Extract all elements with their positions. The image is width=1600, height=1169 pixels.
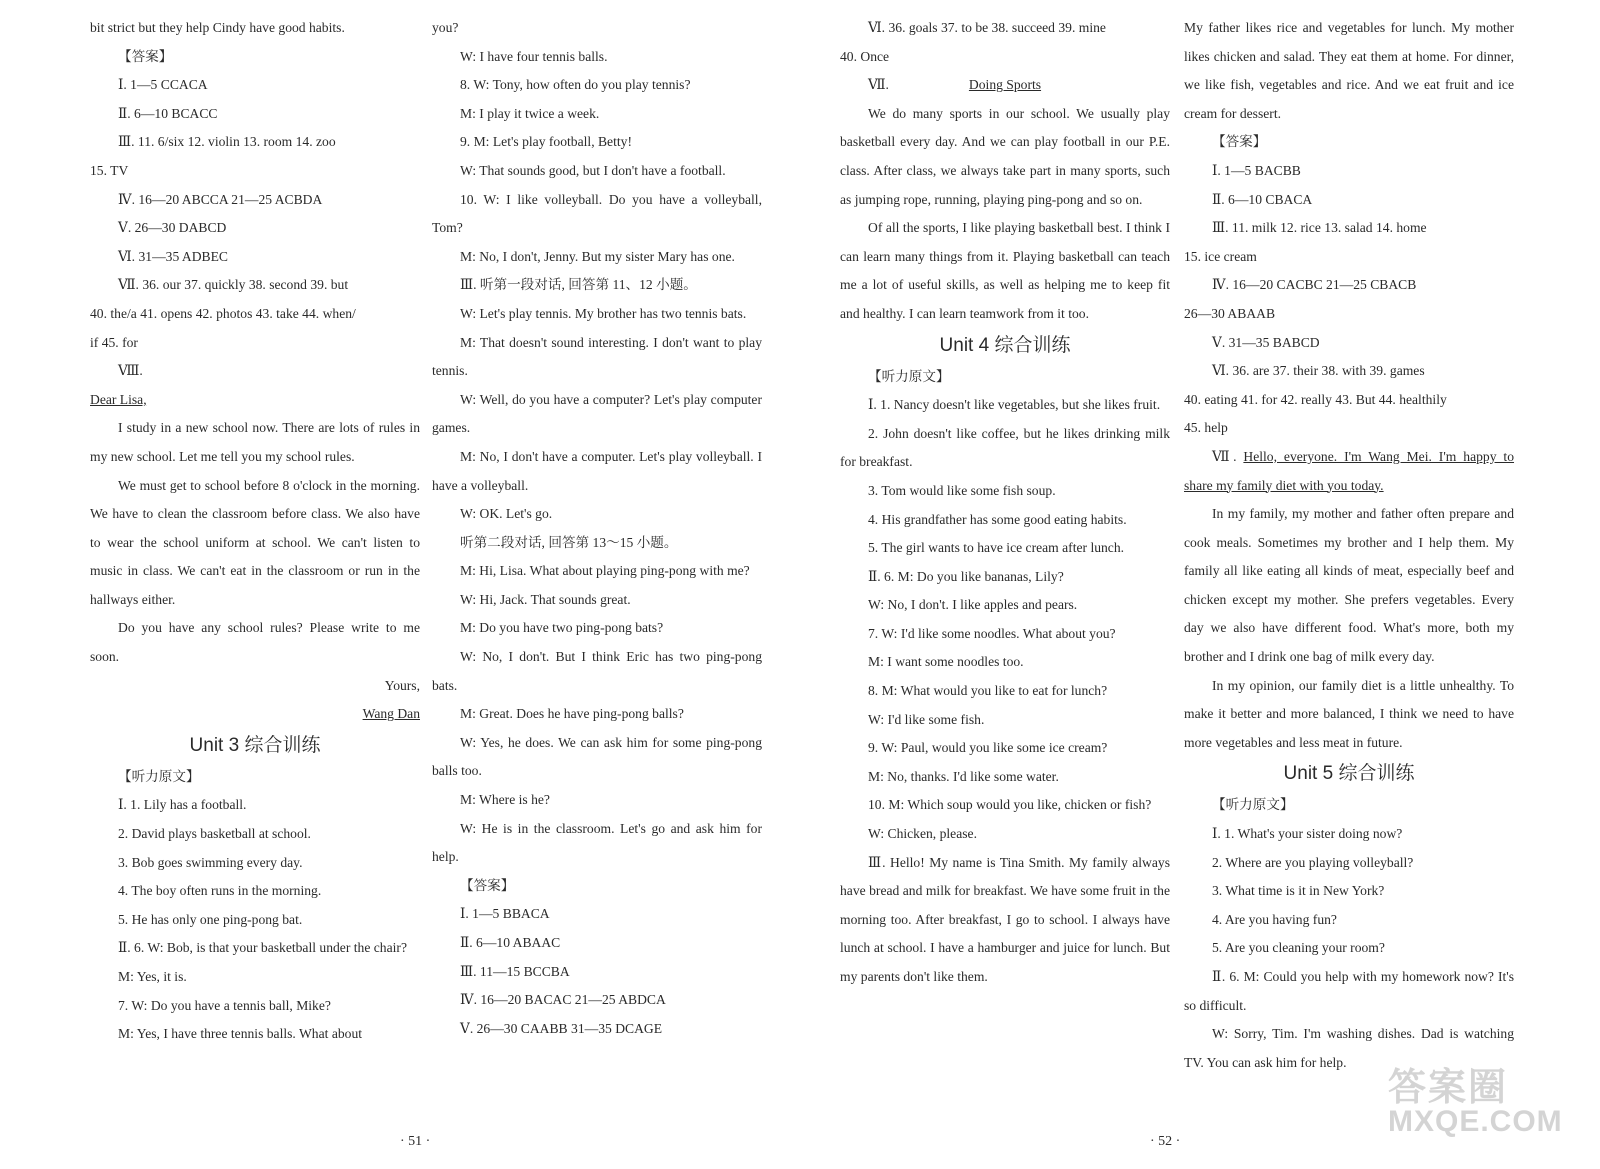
transcript-line: Ⅰ. 1. What's your sister doing now? (1212, 826, 1403, 842)
answer-line: 15. ice cream (1184, 248, 1257, 264)
transcript-line: Ⅱ. 6. W: Bob, is that your basketball under the chair? (118, 940, 407, 956)
transcript-line: 5. The girl wants to have ice cream after lunch. (868, 540, 1125, 556)
transcript-line: M: Hi, Lisa. What about playing ping-pong with me? (460, 563, 750, 579)
transcript-line: M: Yes, I have three tennis balls. What about (118, 1026, 363, 1042)
transcript-line: W: I have four tennis balls. (460, 48, 608, 64)
left-column-2 (432, 14, 762, 1043)
transcript-line: W: Let's play tennis. My brother has two tennis bats. (460, 305, 747, 321)
letter-paragraph: I study in a new school now. There are lots of rules in my new school. Let me tell you my school rules. (90, 420, 420, 464)
transcript-line: 2. David plays basketball at school. (118, 826, 311, 842)
essay-paragraph: In my opinion, our family diet is a little unhealthy. To make it better and more balanced, I think we need to have more vegetables and less meat in future. (1184, 677, 1514, 750)
transcript-line: W: Yes, he does. We can ask him for some ping-pong balls too. (432, 734, 762, 779)
transcript-line: 4. The boy often runs in the morning. (118, 883, 322, 899)
letter-paragraph: We must get to school before 8 o'clock in the morning. We have to clean the classroom before class. We also have to wear the school uniform at school. We can't listen to music in class. We can't eat in the classroom or run in the hallways either. (90, 477, 420, 607)
answer-line: Ⅶ. 36. our 37. quickly 38. second 39. but (118, 277, 349, 293)
transcript-line: 5. He has only one ping-pong bat. (118, 911, 303, 927)
left-column-1 (90, 14, 420, 1049)
transcript-line: M: Do you have two ping-pong bats? (460, 620, 664, 636)
transcript-line: 9. M: Let's play football, Betty! (460, 134, 632, 150)
letter-closing: Yours, (384, 677, 420, 693)
transcript-line: M: That doesn't sound interesting. I don't want to play tennis. (432, 334, 762, 379)
transcript-line: W: Well, do you have a computer? Let's play computer games. (432, 391, 762, 436)
transcript-line: W: He is in the classroom. Let's go and ask him for help. (432, 820, 762, 865)
transcript-line: 2. John doesn't like coffee, but he likes drinking milk for breakfast. (840, 425, 1170, 470)
transcript-line: W: I'd like some fish. (868, 711, 985, 727)
answer-line: 40. Once (840, 48, 890, 64)
transcript-line: you? (432, 20, 459, 35)
transcript-line: M: Yes, it is. (118, 969, 187, 984)
answer-line: Ⅵ. 31—35 ADBEC (118, 248, 228, 264)
transcript-line: W: Hi, Jack. That sounds great. (460, 591, 631, 607)
section-marker: Ⅶ. (868, 77, 889, 93)
answer-line: Ⅲ. 11. milk 12. rice 13. salad 14. home (1212, 220, 1427, 236)
watermark-url: MXQE.COM (1388, 1105, 1563, 1138)
transcript-line: Ⅰ. 1. Lily has a football. (118, 797, 247, 813)
answer-heading: 【答案】 (460, 877, 515, 893)
transcript-paragraph: Ⅲ. Hello! My name is Tina Smith. My family always have bread and milk for breakfast. We have some fruit in the morning too. After breakfast, I go to school. I always have lunch at school. I have a hamburger and juice for lunch. But my parents don't like them. (840, 854, 1170, 984)
section-marker: Ⅶ. (1212, 448, 1244, 464)
unit-title: Unit 5 综合训练 (1283, 763, 1415, 785)
essay-opening (1184, 443, 1514, 500)
page-number-left: · 51 · (400, 1134, 431, 1149)
transcript-line: 10. M: Which soup would you like, chicken or fish? (868, 797, 1152, 813)
transcript-line: M: No, I don't, Jenny. But my sister Mary has one. (460, 248, 735, 264)
transcript-line: 7. W: Do you have a tennis ball, Mike? (118, 997, 331, 1013)
letter-paragraph: Do you have any school rules? Please write to me soon. (90, 620, 420, 665)
letter-salutation: Dear Lisa, (90, 391, 147, 407)
page-number-right: · 52 · (1150, 1134, 1181, 1149)
right-column-2 (1184, 14, 1514, 1077)
answer-heading: 【答案】 (1212, 134, 1267, 150)
letter-signature: Wang Dan (362, 706, 420, 722)
answer-line: 45. help (1184, 420, 1228, 436)
answer-line: Ⅱ. 6—10 CBACA (1212, 191, 1313, 207)
answer-line: Ⅲ. 11—15 BCCBA (460, 963, 570, 979)
transcript-line: M: Great. Does he have ping-pong balls? (460, 706, 684, 722)
transcript-line: M: No, I don't have a computer. Let's play volleyball. I have a volleyball. (432, 448, 762, 493)
transcript-paragraph: My father likes rice and vegetables for lunch. My mother likes chicken and salad. They eat them at home. For dinner, we like fish, vegetables and rice. And we eat fruit and ice cream for dessert. (1184, 20, 1514, 121)
transcript-line: 听第二段对话, 回答第 13～15 小题。 (460, 534, 678, 550)
essay-paragraph: In my family, my mother and father often prepare and cook meals. Sometimes my brother and I help them. My family all like eating all kinds of meat, especially beef and chicken except my mother. She prefers vegetables. Every day we also have different food. What's more, both my brother and I drink one bag of milk every day. (1184, 506, 1514, 665)
transcript-line: W: No, I don't. I like apples and pears. (868, 597, 1078, 613)
transcript-line: 3. Bob goes swimming every day. (118, 854, 303, 870)
answer-line: 40. the/a 41. opens 42. photos 43. take 44. when/ (90, 305, 356, 321)
answer-line: Ⅲ. 11. 6/six 12. violin 13. room 14. zoo (118, 134, 336, 150)
answer-line: 40. eating 41. for 42. really 43. But 44. healthily (1184, 391, 1447, 407)
transcript-line: Ⅱ. 6. M: Could you help with my homework now? It's so difficult. (1184, 969, 1514, 1013)
transcript-line: M: I play it twice a week. (460, 105, 600, 121)
answer-line: Ⅱ. 6—10 BCACC (118, 105, 218, 121)
transcript-line: W: OK. Let's go. (460, 506, 553, 522)
section-heading: 【听力原文】 (1212, 797, 1294, 813)
transcript-line: 8. M: What would you like to eat for lunch? (868, 683, 1108, 699)
watermark-logo (1388, 1056, 1588, 1156)
answer-line: if 45. for (90, 334, 138, 350)
transcript-line: M: Where is he? (460, 792, 550, 808)
transcript-line: Ⅱ. 6. M: Do you like bananas, Lily? (868, 568, 1064, 584)
answer-line: Ⅵ. 36. are 37. their 38. with 39. games (1212, 363, 1425, 379)
transcript-line: 2. Where are you playing volleyball? (1212, 854, 1414, 870)
transcript-line: M: No, thanks. I'd like some water. (868, 768, 1059, 784)
transcript-line: Ⅲ. 听第一段对话, 回答第 11、12 小题。 (460, 277, 697, 293)
essay-paragraph: We do many sports in our school. We usually play basketball every day. And we can play football in our P.E. class. After class, we always take part in many sports, such as jumping rope, running, playing ping-pong and so on. (840, 105, 1170, 207)
transcript-line: M: I want some noodles too. (868, 654, 1024, 670)
answer-line: Ⅵ. 36. goals 37. to be 38. succeed 39. mine (868, 20, 1106, 35)
answer-line: Ⅴ. 26—30 DABCD (118, 220, 227, 236)
answer-line: Ⅴ. 31—35 BABCD (1212, 334, 1320, 350)
section-heading: 【听力原文】 (868, 368, 950, 384)
transcript-line: 7. W: I'd like some noodles. What about you? (868, 625, 1116, 641)
transcript-line: 4. Are you having fun? (1212, 911, 1337, 927)
text-line: bit strict but they help Cindy have good habits. (90, 20, 345, 35)
transcript-line: Ⅰ. 1. Nancy doesn't like vegetables, but she likes fruit. (868, 397, 1161, 413)
essay-title: Doing Sports (968, 77, 1042, 93)
transcript-line: 10. W: I like volleyball. Do you have a volleyball, Tom? (432, 191, 762, 236)
answer-line: Ⅴ. 26—30 CAABB 31—35 DCAGE (460, 1020, 663, 1036)
transcript-line: W: No, I don't. But I think Eric has two ping-pong bats. (432, 649, 762, 693)
transcript-line: 9. W: Paul, would you like some ice cream? (868, 740, 1108, 756)
unit-title: Unit 4 综合训练 (939, 334, 1071, 356)
answer-line: Ⅳ. 16—20 CACBC 21—25 CBACB (1212, 277, 1417, 293)
answer-line: Ⅳ. 16—20 ABCCA 21—25 ACBDA (118, 191, 323, 207)
answer-line: Ⅰ. 1—5 BBACA (460, 906, 550, 922)
transcript-line: 3. Tom would like some fish soup. (868, 482, 1056, 498)
transcript-line: 3. What time is it in New York? (1212, 883, 1385, 899)
answer-heading: 【答案】 (118, 48, 173, 64)
essay-paragraph: Of all the sports, I like playing basketball best. I think I can learn many things from it. Playing basketball can teach me a lot of useful skills, as well as helping me to keep fit and healthy. I can learn teamwork from it too. (840, 220, 1170, 321)
transcript-line: 4. His grandfather has some good eating habits. (868, 511, 1127, 527)
section-marker: Ⅷ. (118, 363, 143, 379)
transcript-line: W: Sorry, Tim. I'm washing dishes. Dad is watching TV. You can ask him for help. (1184, 1026, 1514, 1070)
essay-intro: Hello, everyone. I'm Wang Mei. I'm happy to share my family diet with you today. (1184, 448, 1515, 493)
section-heading: 【听力原文】 (118, 768, 200, 784)
answer-line: Ⅰ. 1—5 BACBB (1212, 162, 1301, 178)
watermark-text: 答案圈 (1388, 1067, 1509, 1109)
answer-line: 26—30 ABAAB (1184, 305, 1276, 321)
transcript-line: 5. Are you cleaning your room? (1212, 940, 1385, 956)
unit-title: Unit 3 综合训练 (189, 734, 321, 756)
transcript-line: W: Chicken, please. (868, 826, 977, 842)
transcript-line: W: That sounds good, but I don't have a football. (460, 162, 726, 178)
answer-line: Ⅰ. 1—5 CCACA (118, 77, 208, 93)
right-column-1 (840, 14, 1170, 992)
transcript-line: 8. W: Tony, how often do you play tennis? (460, 77, 691, 93)
answer-line: Ⅳ. 16—20 BACAC 21—25 ABDCA (460, 992, 666, 1008)
answer-line: 15. TV (90, 162, 129, 178)
answer-line: Ⅱ. 6—10 ABAAC (460, 935, 561, 950)
